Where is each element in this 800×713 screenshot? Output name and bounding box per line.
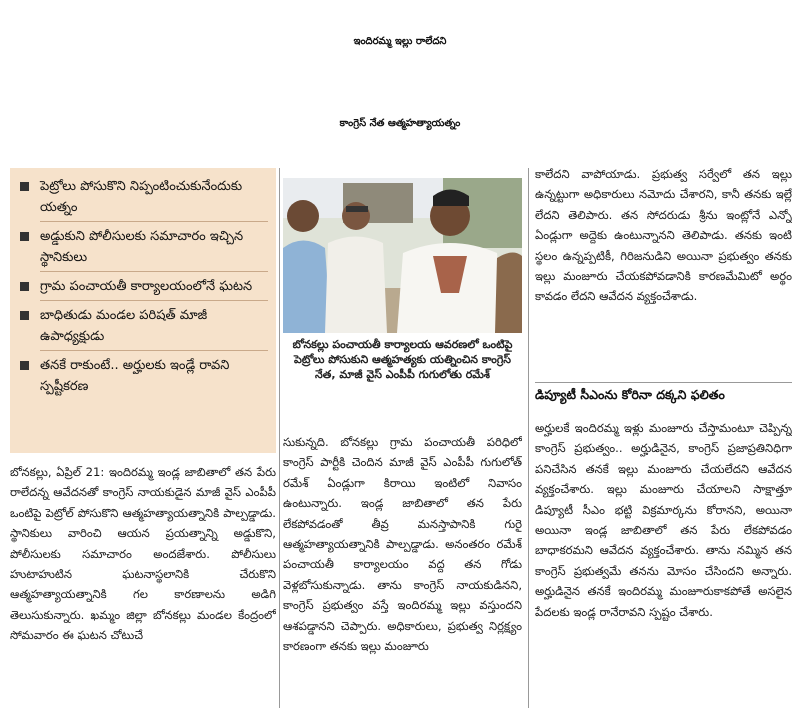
highlight-item: [10, 276, 268, 301]
highlight-text: పెట్రోలు పోసుకొని నిప్పంటించుకునేందుకు యత్నం: [40, 176, 268, 222]
photo-caption: బోనకల్లు పంచాయతీ కార్యాలయ ఆవరణలో ఒంటిపై పెట్రోలు పోసుకుని ఆత్మహత్యకు యత్నించిన కాంగ్రెస్ నేత, మాజీ వైస్ ఎంపీపీ గుగులోతు రమేశ్: [292, 338, 513, 381]
bullet-icon: [20, 361, 29, 370]
article-column-2: సుకున్నది. బోనకల్లు గ్రామ పంచాయతీ పరిధిలో కాంగ్రెస్ పార్టీకి చెందిన మాజీ వైస్ ఎంపీపీ గుగులోత్ రమేశ్ ఏండ్లుగా కిరాయి ఇంటిలో నివాసం ఉంటున్నారు. ఇండ్ల జాబితాలో తన పేరు లేకపోవడంతో తీవ్ర మనస్తాపానికి గురై ఆత్మహత్యాయత్నానికి పాల్పడ్డాడు. అనంతరం రమేశ్ పంచాయతీ కార్యాలయం వద్ద తన గోడు వెళ్లబోసుకున్నాడు. తాను కాంగ్రెస్ నాయకుడినని, కాంగ్రెస్ ప్రభుత్వం వస్తే ఇందిరమ్మ ఇల్లు వస్తుందని ఆశపడ్డానని చెప్పారు. అధికారులు, ప్రభుత్వ నిర్లక్ష్యం కారణంగా తనకు ఇల్లు మంజూరు: [283, 435, 522, 654]
bullet-icon: [20, 282, 29, 291]
headline-line-1: ఇందిరమ్మ ఇల్లు రాలేదని: [353, 36, 447, 47]
bullet-icon: [20, 232, 29, 241]
highlight-text: అడ్డుకుని పోలీసులకు సమాచారం ఇచ్చిన స్థానికులు: [40, 226, 268, 272]
photo-illustration: [283, 178, 522, 333]
highlights-box: [10, 168, 276, 453]
highlight-item: [10, 176, 268, 222]
highlight-item: [10, 226, 268, 272]
headline-line-2: కాంగ్రెస్ నేత ఆత్మహత్యాయత్నం: [339, 118, 461, 129]
highlight-item: [10, 305, 268, 351]
bullet-icon: [20, 311, 29, 320]
article-column-3-bottom: అర్హులకే ఇందిరమ్మ ఇళ్లు మంజూరు చేస్తామంటూ చెప్పిన్న కాంగ్రెస్ ప్రభుత్వం.. అర్హుడినైన, కాంగ్రెస్ ప్రజాప్రతినిధిగా పనిచేసిన తనకే ఇల్లు మంజూరు చేయలేదని ఆవేదన వ్యక్తంచేశారు. ఇల్లు మంజూరు చేయాలని సాక్షాత్తూ డిప్యూటీ సీఎం భట్టి విక్రమార్కను కోరానని, అయినా అయినా ఇండ్ల జాబితాలో తన పేరు లేకపోవడం బాధాకరమని ఆవేదన వ్యక్తంచేశారు. తాను నమ్మిన తన కాంగ్రెస్ ప్రభుత్వమే తనను మోసం చేసిందని అన్నారు. అర్హుడినైన తనకే ఇందిరమ్మ మంజూరుకాకపోతే అసలైన పేదలకు ఇండ్ల రానేరావని స్పష్టం చేశారు.: [535, 421, 792, 619]
article-column-1: బోనకల్లు, ఏప్రిల్ 21: ఇందిరమ్మ ఇండ్ల జాబితాలో తన పేరు రాలేదన్న ఆవేదనతో కాంగ్రెస్ నాయకుడైన మాజీ వైస్ ఎంపీపీ ఒంటిపై పెట్రోల్ పోసుకొని ఆత్మహత్యాయత్నానికి పాల్పడ్డాడు. స్థానికులు వారించి ఆయన ప్రయత్నాన్ని అడ్డుకొని, పోలీసులకు సమాచారం అందజేశారు. పోలీసులు హుటాహుటిన ఘటనాస్థలానికి చేరుకొని ఆత్మహత్యాయత్నానికి గల కారణాలను అడిగి తెలుసుకున్నారు. ఖమ్మం జిల్లా బోనకల్లు మండల కేంద్రంలో సోమవారం ఈ ఘటన చోటుచే: [10, 465, 276, 643]
bullet-icon: [20, 182, 29, 191]
article-column-3-top: కాలేదని వాపోయాడు. ప్రభుత్వ సర్వేలో తన ఇల్లు ఉన్నట్టుగా అధికారులు నమోదు చేశారని, కానీ తనకు ఇల్లే లేదని తెలిపారు. తన సోదరుడు శ్రీను ఇంట్లోనే ఎన్నో ఏండ్లుగా అద్దెకు ఉంటున్నానని తెలిపాడు. తనకు ఇంటి స్థలం ఉన్నప్పటికీ, గిరిజనుడిని అయినా ప్రభుత్వం తనకు ఇల్లు మంజూరు చేయకపోవడానికి కారణమేమిటో అర్థం కావడం లేదని ఆవేదన వ్యక్తంచేశాడు.: [535, 167, 792, 304]
highlight-item: [10, 355, 268, 400]
highlight-text: గ్రామ పంచాయతీ కార్యాలయంలోనే ఘటన: [40, 276, 268, 301]
sub-heading: డిప్యూటీ సీఎంను కోరినా దక్కని ఫలితం: [535, 382, 792, 407]
highlight-text: తనకే రాకుంటే.. అర్హులకు ఇండ్లే రావని స్పష్టీకరణ: [40, 358, 230, 394]
highlight-text: బాధితుడు మండల పరిషత్ మాజీ ఉపాధ్యక్షుడు: [40, 305, 268, 351]
column-divider: [279, 168, 280, 708]
news-photo: [283, 178, 522, 333]
column-divider: [528, 168, 529, 708]
